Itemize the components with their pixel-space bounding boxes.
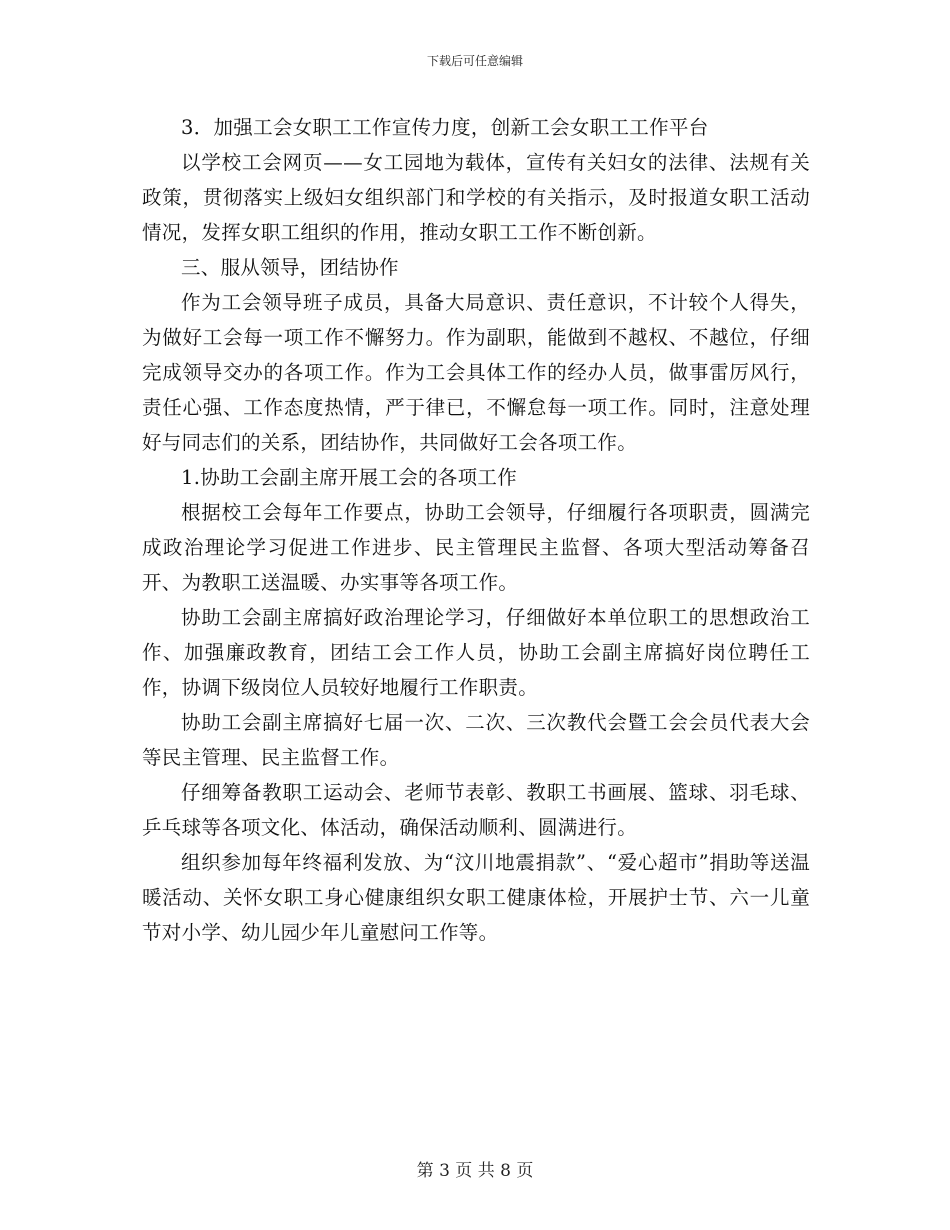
page-footer: 第 3 页 共 8 页: [416, 1161, 534, 1181]
page-header: 下载后可任意编辑: [426, 54, 523, 68]
document-body: [142, 110, 810, 950]
paragraph-7: 协助工会副主席搞好政治理论学习，仔细做好本单位职工的思想政治工作、加强廉政教育，团结工会工作人员，协助工会副主席搞好岗位聘任工作，协调下级岗位人员较好地履行工作职责。: [142, 606, 810, 699]
paragraph-4: 作为工会领导班子成员，具备大局意识、责任意识，不计较个人得失，为做好工会每一项工作不懈努力。作为副职，能做到不越权、不越位，仔细完成领导交办的各项工作。作为工会具体工作的经办人员，做事雷厉风行，责任心强、工作态度热情，严于律已，不懈怠每一项工作。同时，注意处理好与同志们的关系，团结协作，共同做好工会各项工作。: [142, 291, 810, 454]
paragraph-1: 3．加强工会女职工工作宣传力度，创新工会女职工工作平台: [181, 116, 709, 139]
paragraph-9: 仔细筹备教职工运动会、老师节表彰、教职工书画展、篮球、羽毛球、乒乓球等各项文化、体活动，确保活动顺利、圆满进行。: [142, 781, 810, 839]
paragraph-8: 协助工会副主席搞好七届一次、二次、三次教代会暨工会会员代表大会等民主管理、民主监督工作。: [142, 711, 810, 769]
paragraph-3: 三、服从领导，团结协作: [181, 256, 399, 279]
paragraph-5: 1.协助工会副主席开展工会的各项工作: [181, 466, 518, 489]
paragraph-2: 以学校工会网页——女工园地为载体，宣传有关妇女的法律、法规有关政策，贯彻落实上级妇女组织部门和学校的有关指示，及时报道女职工活动情况，发挥女职工组织的作用，推动女职工工作不断创新。: [142, 151, 810, 244]
paragraph-10: 组织参加每年终福利发放、为“汶川地震捐款”、“爱心超市”捐助等送温暖活动、关怀女职工身心健康组织女职工健康体检，开展护士节、六一儿童节对小学、幼儿园少年儿童慰问工作等。: [142, 851, 810, 944]
paragraph-6: 根据校工会每年工作要点，协助工会领导，仔细履行各项职责，圆满完成政治理论学习促进工作进步、民主管理民主监督、各项大型活动筹备召开、为教职工送温暖、办实事等各项工作。: [142, 501, 810, 594]
